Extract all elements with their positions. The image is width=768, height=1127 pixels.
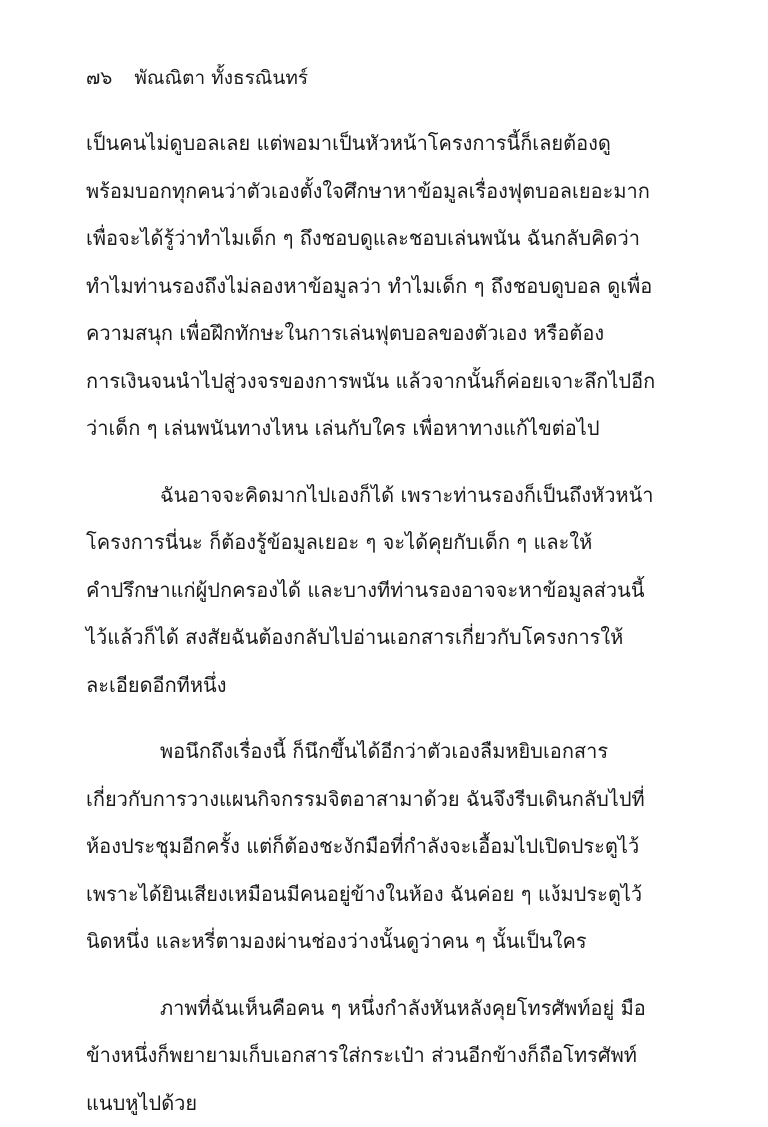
text-line: ข้างหนึ่งก็พยายามเก็บเอกสารใส่กระเป๋า ส่วนอีกข้างก็ถือโทรศัพท์	[86, 1032, 646, 1080]
text-line: พร้อมบอกทุกคนว่าตัวเองตั้งใจศึกษาหาข้อมูลเรื่องฟุตบอลเยอะมาก	[86, 168, 646, 216]
text-line: แนบหูไปด้วย	[86, 1080, 646, 1127]
author-name: พัณณิตา ทั้งธรณินทร์	[134, 67, 308, 89]
text-line: ภาพที่ฉันเห็นคือคน ๆ หนึ่งกำลังหันหลังคุยโทรศัพท์อยู่ มือ	[86, 985, 646, 1033]
running-header	[86, 64, 308, 92]
text-line: ว่าเด็ก ๆ เล่นพนันทางไหน เล่นกับใคร เพื่อหาทางแก้ไขต่อไป	[86, 405, 646, 453]
text-line: ทำไมท่านรองถึงไม่ลองหาข้อมูลว่า ทำไมเด็ก ๆ ถึงชอบดูบอล ดูเพื่อ	[86, 263, 646, 311]
text-line: คำปรึกษาแก่ผู้ปกครองได้ และบางทีท่านรองอาจจะหาข้อมูลส่วนนี้	[86, 567, 646, 615]
paragraph-gap	[86, 453, 646, 472]
paragraph-gap	[86, 709, 646, 728]
paragraph-gap	[86, 966, 646, 985]
text-line: เกี่ยวกับการวางแผนกิจกรรมจิตอาสามาด้วย ฉันจึงรีบเดินกลับไปที่	[86, 776, 646, 824]
text-line: ห้องประชุมอีกครั้ง แต่ก็ต้องชะงักมือที่กำลังจะเอื้อมไปเปิดประตูไว้	[86, 823, 646, 871]
text-line: ไว้แล้วก็ได้ สงสัยฉันต้องกลับไปอ่านเอกสารเกี่ยวกับโครงการให้	[86, 614, 646, 662]
paragraph	[86, 120, 646, 453]
body-text	[86, 120, 646, 1127]
text-line: การเงินจนนำไปสู่วงจรของการพนัน แล้วจากนั้นก็ค่อยเจาะลึกไปอีก	[86, 358, 646, 406]
text-line: ละเอียดอีกทีหนึ่ง	[86, 662, 646, 710]
text-line: นิดหนึ่ง และหรี่ตามองผ่านช่องว่างนั้นดูว่าคน ๆ นั้นเป็นใคร	[86, 918, 646, 966]
paragraph	[86, 985, 646, 1127]
page-number: ๗๖	[86, 67, 112, 89]
text-line: เพื่อจะได้รู้ว่าทำไมเด็ก ๆ ถึงชอบดูและชอบเล่นพนัน ฉันกลับคิดว่า	[86, 215, 646, 263]
text-line: เป็นคนไม่ดูบอลเลย แต่พอมาเป็นหัวหน้าโครงการนี้ก็เลยต้องดู	[86, 120, 646, 168]
text-line: พอนึกถึงเรื่องนี้ ก็นึกขึ้นได้อีกว่าตัวเองลืมหยิบเอกสาร	[86, 728, 646, 776]
text-line: ความสนุก เพื่อฝึกทักษะในการเล่นฟุตบอลของตัวเอง หรือต้อง	[86, 310, 646, 358]
paragraph	[86, 472, 646, 710]
text-line: เพราะได้ยินเสียงเหมือนมีคนอยู่ข้างในห้อง ฉันค่อย ๆ แง้มประตูไว้	[86, 871, 646, 919]
text-line: ฉันอาจจะคิดมากไปเองก็ได้ เพราะท่านรองก็เป็นถึงหัวหน้า	[86, 472, 646, 520]
text-line: โครงการนี่นะ ก็ต้องรู้ข้อมูลเยอะ ๆ จะได้คุยกับเด็ก ๆ และให้	[86, 519, 646, 567]
paragraph	[86, 728, 646, 966]
